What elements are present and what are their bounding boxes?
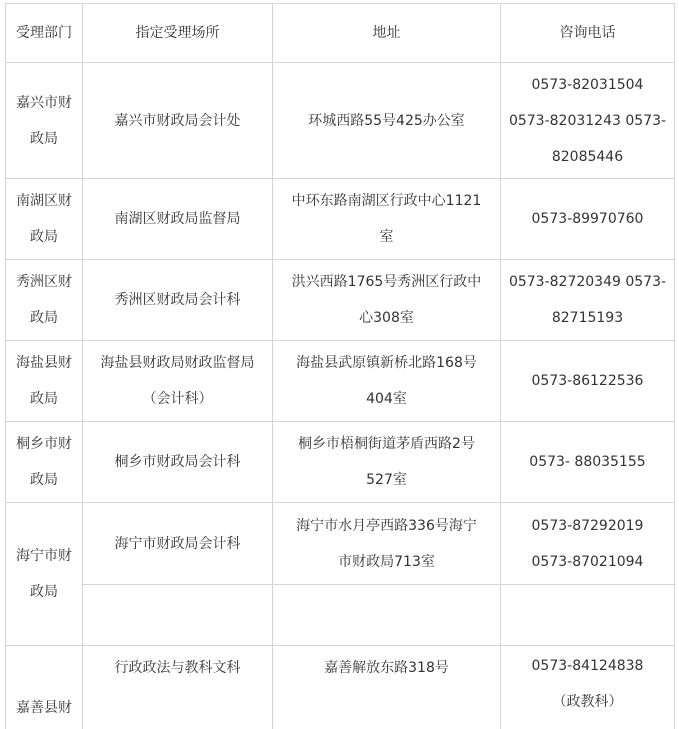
phone-text: （政教科） (552, 694, 623, 710)
department-text: 政局 (30, 130, 58, 147)
table-row (6, 646, 675, 729)
phone-text: 0573-84124838 (531, 658, 644, 674)
department-text: 政局 (30, 472, 58, 488)
site-cell (83, 179, 273, 260)
header-department: 受理部门 (6, 4, 83, 63)
department-text: 秀洲区财 (16, 274, 72, 290)
address-cell (273, 260, 501, 341)
site-text: 行政政法与教科文科 (114, 660, 241, 676)
department-cell (6, 341, 83, 422)
site-text: 南湖区财政局监督局 (114, 211, 241, 227)
header-phone: 咨询电话 (501, 4, 675, 63)
header-row (6, 4, 675, 63)
department-cell (6, 63, 83, 179)
phone-cell (501, 585, 675, 646)
site-cell (83, 646, 273, 729)
address-text: 嘉善解放东路318号 (324, 660, 449, 676)
address-text: 海盐县武原镇新桥北路168号 (296, 355, 477, 371)
address-text: 洪兴西路1765号秀洲区行政中 (291, 274, 482, 290)
phone-text: 0573-87292019 (531, 517, 644, 534)
address-cell (273, 341, 501, 422)
table-row (6, 503, 675, 585)
site-text: 桐乡市财政局会计科 (114, 454, 241, 470)
department-text: 桐乡市财 (16, 436, 72, 452)
address-cell (273, 422, 501, 503)
address-text: 桐乡市梧桐街道茅盾西路2号 (298, 436, 475, 452)
site-text: 海盐县财政局财政监督局 (100, 355, 255, 371)
header-site: 指定受理场所 (83, 4, 273, 63)
address-text: 527室 (366, 472, 407, 488)
department-text: 政局 (30, 229, 58, 245)
phone-text: 0573- 88035155 (529, 454, 646, 470)
header-address: 地址 (273, 4, 501, 63)
site-cell (83, 63, 273, 179)
phone-cell (501, 341, 675, 422)
department-text: 南湖区财 (16, 193, 72, 209)
address-cell (273, 585, 501, 646)
phone-text: 82085446 (551, 148, 624, 165)
address-cell (273, 646, 501, 729)
address-text: 环城西路55号425办公室 (308, 112, 465, 129)
phone-text: 0573-86122536 (531, 373, 644, 389)
table-row (6, 63, 675, 179)
address-text: 404室 (366, 391, 407, 407)
table-row (6, 585, 675, 646)
site-text: 秀洲区财政局会计科 (114, 292, 241, 308)
phone-cell (501, 63, 675, 179)
site-cell (83, 341, 273, 422)
phone-cell (501, 503, 675, 585)
phone-text: 0573-89970760 (531, 211, 644, 227)
department-text: 海盐县财 (16, 355, 72, 371)
department-text: 政局 (30, 310, 58, 326)
phone-cell (501, 422, 675, 503)
address-text: 市财政局713室 (338, 553, 435, 570)
phone-text: 82715193 (551, 310, 624, 326)
site-cell (83, 422, 273, 503)
department-text: 政局 (30, 391, 58, 407)
department-cell (6, 260, 83, 341)
address-cell (273, 179, 501, 260)
phone-cell (501, 646, 675, 729)
address-text: 室 (379, 229, 394, 245)
address-text: 中环东路南湖区行政中心1121 (291, 193, 482, 209)
phone-text: 0573-82720349 0573- (508, 274, 667, 290)
department-cell (6, 646, 83, 729)
department-text: 嘉善县财 (16, 700, 72, 716)
department-cell (6, 422, 83, 503)
table-row (6, 260, 675, 341)
site-text: （会计科） (142, 391, 213, 407)
department-text: 政局 (30, 584, 58, 600)
department-text: 海宁市财 (16, 548, 72, 564)
site-cell (83, 585, 273, 646)
table-row (6, 179, 675, 260)
site-text: 嘉兴市财政局会计处 (114, 112, 241, 129)
phone-cell (501, 179, 675, 260)
phone-text: 0573-82031243 0573- (508, 112, 667, 129)
department-cell (6, 179, 83, 260)
site-cell (83, 503, 273, 585)
address-text: 心308室 (359, 310, 414, 326)
department-cell (6, 503, 83, 646)
address-cell (273, 63, 501, 179)
phone-text: 0573-82031504 (531, 76, 644, 93)
address-text: 海宁市水月亭西路336号海宁 (296, 517, 477, 534)
department-text: 嘉兴市财 (16, 94, 72, 111)
table-row (6, 422, 675, 503)
site-cell (83, 260, 273, 341)
address-cell (273, 503, 501, 585)
contact-table (5, 3, 675, 729)
phone-text: 0573-87021094 (531, 553, 644, 570)
table-row (6, 341, 675, 422)
phone-cell (501, 260, 675, 341)
site-text: 海宁市财政局会计科 (114, 535, 241, 552)
